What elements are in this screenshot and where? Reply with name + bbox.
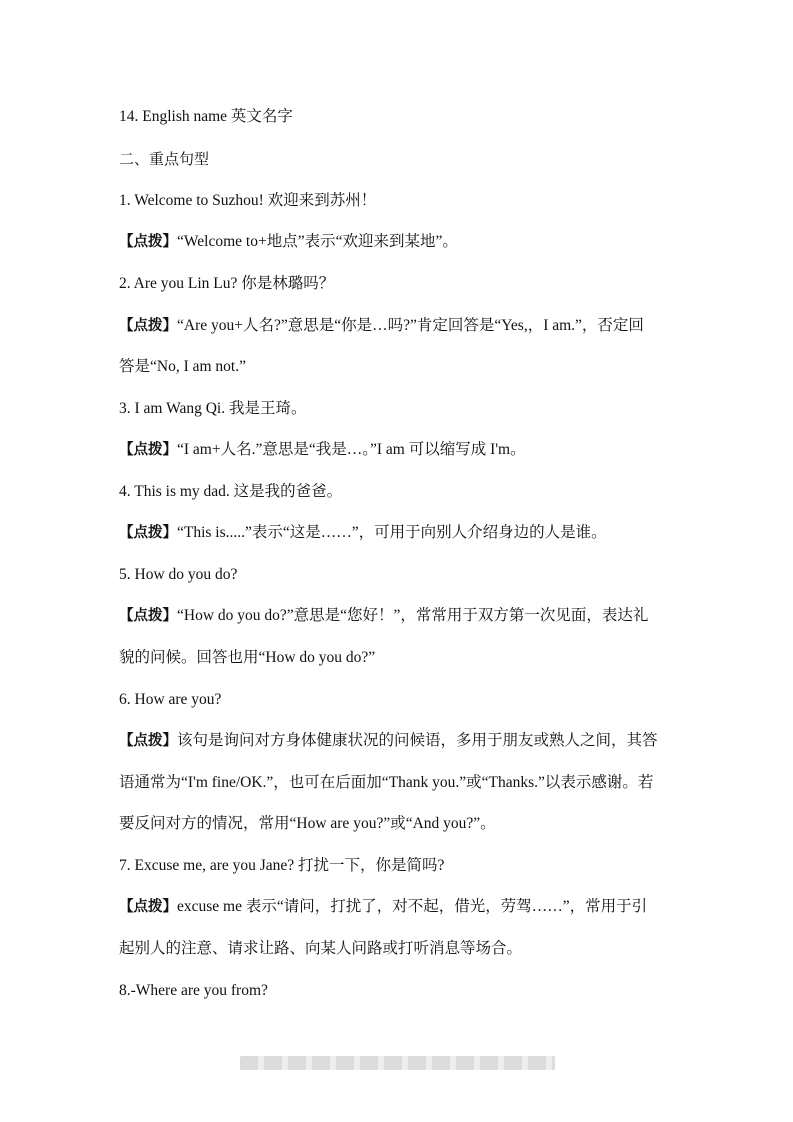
line-text: 8.-Where are you from? [119,982,268,999]
line-text: “Welcome to+地点”表示“欢迎来到某地”。 [177,233,458,250]
sentence-3 [119,399,679,419]
sentence-8 [119,981,679,1001]
line-text: 答是“No, I am not.” [119,358,246,375]
line-text: 3. I am Wang Qi. 我是王琦。 [119,400,307,417]
tip-5-continued [119,648,679,668]
tip-3 [119,440,679,460]
line-text: 貌的问候。回答也用“How do you do?” [119,649,376,666]
sentence-5 [119,565,679,585]
tip-1 [119,232,679,252]
line-text: “I am+人名.”意思是“我是…。”I am 可以缩写成 I'm。 [177,441,526,458]
line-text: excuse me 表示“请问，打扰了，对不起，借光，劳驾……”，常用于引 [177,898,648,915]
tip-5 [119,606,679,626]
tip-6-continued-1 [119,773,679,793]
line-text: 1. Welcome to Suzhou! 欢迎来到苏州！ [119,192,377,209]
line-text: 要反问对方的情况，常用“How are you?”或“And you?”。 [119,815,496,832]
tip-tag: 【点拨】 [119,733,177,749]
tip-2-continued [119,357,679,377]
tip-6 [119,731,679,751]
tip-tag: 【点拨】 [119,318,177,334]
line-text: 语通常为“I'm fine/OK.”，也可在后面加“Thank you.”或“Thanks.”以表示感谢。若 [119,774,654,791]
line-text: 7. Excuse me, are you Jane? 打扰一下，你是简吗? [119,857,445,874]
tip-4 [119,523,679,543]
tip-6-continued-2 [119,814,679,834]
tip-2 [119,316,679,336]
section-heading [119,149,679,169]
line-text: 2. Are you Lin Lu? 你是林璐吗？ [119,275,335,292]
vocab-item-14 [119,107,679,127]
tip-tag: 【点拨】 [119,442,177,458]
tip-tag: 【点拨】 [119,234,177,250]
sentence-6 [119,690,679,710]
line-text: 该句是询问对方身体健康状况的问候语，多用于朋友或熟人之间，其答 [177,732,658,749]
blurred-footer-watermark [240,1056,555,1070]
line-text: 5. How do you do? [119,566,238,583]
sentence-7 [119,856,679,876]
sentence-1 [119,191,679,211]
tip-tag: 【点拨】 [119,608,177,624]
line-text: 14. English name 英文名字 [119,108,293,125]
tip-7 [119,897,679,917]
tip-tag: 【点拨】 [119,525,177,541]
sentence-4 [119,482,679,502]
line-text: “How do you do?”意思是“您好！”，常常用于双方第一次见面，表达礼 [177,607,649,624]
line-text: 4. This is my dad. 这是我的爸爸。 [119,483,343,500]
line-text: 起别人的注意、请求让路、向某人问路或打听消息等场合。 [119,940,523,957]
line-text: 二、重点句型 [119,150,210,168]
line-text: “Are you+人名?”意思是“你是…吗?”肯定回答是“Yes,，I am.”，否定回 [177,317,644,334]
tip-tag: 【点拨】 [119,899,177,915]
line-text: 6. How are you? [119,691,222,708]
sentence-2 [119,274,679,294]
line-text: “This is.....”表示“这是……”，可用于向别人介绍身边的人是谁。 [177,524,607,541]
tip-7-continued [119,939,679,959]
